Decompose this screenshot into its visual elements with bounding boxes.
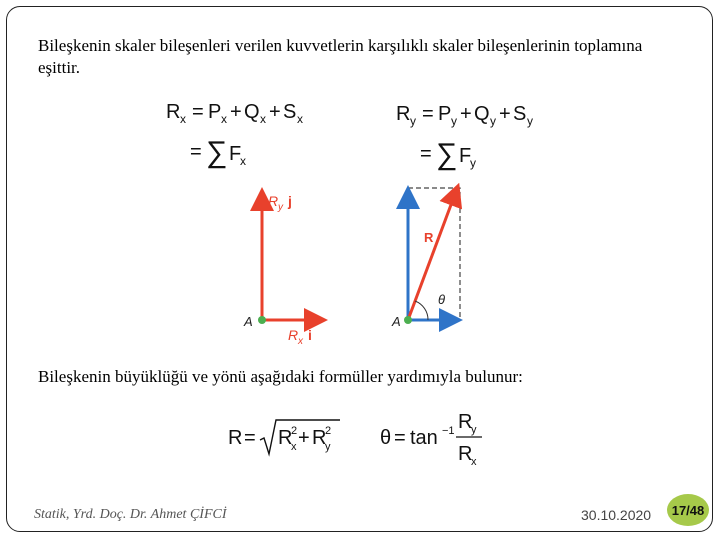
- svg-text:R: R: [458, 411, 473, 433]
- svg-text:tan: tan: [410, 427, 438, 449]
- origin-point: [258, 316, 266, 324]
- svg-text:x: x: [297, 112, 303, 126]
- svg-text:A: A: [392, 314, 401, 329]
- svg-text:x: x: [260, 112, 266, 126]
- svg-text:x: x: [180, 112, 186, 126]
- page-number-badge: 17/48: [667, 494, 709, 526]
- svg-text:=: =: [394, 427, 406, 449]
- svg-text:+: +: [230, 101, 242, 123]
- ry-equation: [390, 98, 550, 178]
- svg-text:R: R: [396, 103, 411, 125]
- svg-text:i: i: [308, 327, 312, 343]
- magnitude-formula: [224, 414, 354, 464]
- svg-text:−1: −1: [442, 425, 455, 437]
- component-vectors-figure: [236, 185, 336, 345]
- svg-text:y: y: [490, 114, 496, 128]
- svg-text:2: 2: [325, 425, 332, 437]
- svg-text:x: x: [221, 112, 227, 126]
- slide-frame: [6, 6, 713, 532]
- svg-text:F: F: [459, 145, 472, 167]
- svg-text:θ: θ: [380, 427, 392, 449]
- angle-arc: [415, 301, 428, 320]
- svg-text:y: y: [325, 441, 331, 453]
- svg-text:y: y: [410, 114, 416, 128]
- svg-text:+: +: [499, 103, 511, 125]
- svg-text:+: +: [269, 101, 281, 123]
- svg-text:R: R: [312, 427, 327, 449]
- svg-text:x: x: [471, 456, 477, 468]
- svg-text:+: +: [460, 103, 472, 125]
- svg-text:=: =: [190, 141, 202, 163]
- svg-text:Q: Q: [474, 103, 490, 125]
- svg-text:A: A: [244, 314, 253, 329]
- svg-text:θ: θ: [438, 292, 446, 307]
- rx-equation: [160, 96, 320, 176]
- svg-text:=: =: [422, 103, 434, 125]
- date-footer: 30.10.2020: [581, 507, 652, 523]
- author-footer: Statik, Yrd. Doç. Dr. Ahmet ÇİFCİ: [34, 507, 227, 522]
- svg-text:x: x: [298, 336, 303, 345]
- rx-lhs: R: [166, 101, 181, 123]
- svg-text:∑: ∑: [206, 136, 228, 169]
- svg-text:R: R: [424, 230, 434, 245]
- svg-text:R: R: [228, 427, 243, 449]
- svg-text:R: R: [458, 443, 473, 465]
- svg-text:y: y: [471, 424, 477, 436]
- svg-text:∑: ∑: [436, 138, 458, 171]
- resultant-figure: [388, 180, 478, 340]
- svg-text:P: P: [438, 103, 452, 125]
- svg-text:R: R: [278, 427, 293, 449]
- svg-text:y: y: [451, 114, 457, 128]
- svg-text:R: R: [268, 193, 279, 209]
- svg-text:=: =: [420, 143, 432, 165]
- svg-text:+: +: [298, 427, 310, 449]
- svg-text:=: =: [244, 427, 256, 449]
- intro-paragraph: Bileşkenin skaler bileşenleri verilen kuvvetlerin karşılıklı skaler bileşenlerinin toplamına eşittir.: [38, 36, 643, 77]
- svg-text:R: R: [288, 327, 299, 343]
- svg-text:x: x: [291, 441, 297, 453]
- svg-text:y: y: [470, 156, 476, 170]
- svg-text:P: P: [208, 101, 222, 123]
- svg-text:x: x: [240, 154, 246, 168]
- svg-text:y: y: [527, 114, 533, 128]
- svg-text:j: j: [288, 193, 292, 209]
- svg-text:Q: Q: [244, 101, 260, 123]
- direction-formula: [376, 406, 496, 472]
- svg-text:F: F: [229, 143, 242, 165]
- svg-text:y: y: [278, 202, 283, 213]
- svg-text:=: =: [192, 101, 204, 123]
- origin-point: [404, 316, 412, 324]
- svg-text:S: S: [283, 101, 297, 123]
- svg-text:2: 2: [291, 425, 298, 437]
- formula-paragraph: Bileşkenin büyüklüğü ve yönü aşağıdaki formüller yardımıyla bulunur:: [38, 367, 523, 386]
- svg-text:S: S: [513, 103, 527, 125]
